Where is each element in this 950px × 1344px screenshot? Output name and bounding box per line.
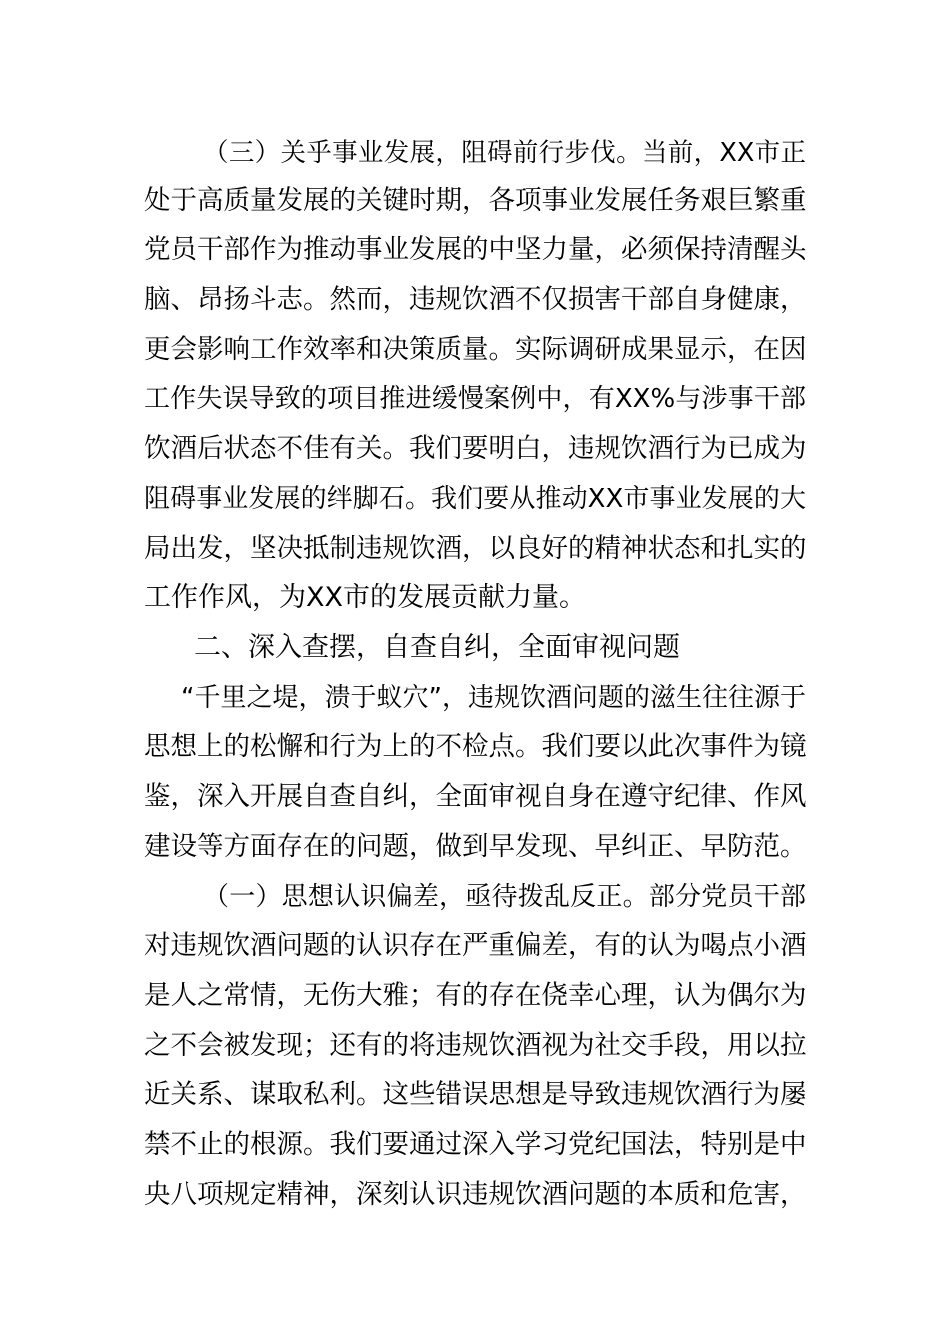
paragraph-line: 近关系、谋取私利。这些错误思想是导致违规饮酒行为屡 bbox=[144, 1079, 807, 1110]
paragraph-line: （三）关乎事业发展，阻碍前行步伐。当前，XX市正 bbox=[203, 138, 806, 168]
paragraph-line: 阻碍事业发展的绊脚石。我们要从推动XX市事业发展的大 bbox=[144, 484, 806, 514]
paragraph-line: 鉴，深入开展自查自纠，全面审视自身在遵守纪律、作风 bbox=[144, 781, 807, 812]
paragraph-line: 工作失误导致的项目推进缓慢案例中，有XX%与涉事干部 bbox=[144, 384, 806, 414]
paragraph-line: “千里之堤，溃于蚁穴”，违规饮酒问题的滋生往往源于 bbox=[181, 683, 806, 713]
paragraph-line: 是人之常情，无伤大雅；有的存在侥幸心理，认为偶尔为 bbox=[144, 980, 807, 1011]
paragraph-line: 建设等方面存在的问题，做到早发现、早纠正、早防范。 bbox=[144, 831, 807, 862]
paragraph-line: 处于高质量发展的关键时期，各项事业发展任务艰巨繁重 bbox=[144, 185, 807, 216]
paragraph-line: 对违规饮酒问题的认识存在严重偏差，有的认为喝点小酒 bbox=[144, 930, 807, 961]
section-heading: 二、深入查摆，自查自纠，全面审视问题 bbox=[194, 632, 680, 663]
paragraph-line: 党员干部作为推动事业发展的中坚力量，必须保持清醒头 bbox=[144, 234, 807, 265]
paragraph-line: 饮酒后状态不佳有关。我们要明白，违规饮酒行为已成为 bbox=[144, 433, 807, 464]
paragraph-line: 脑、昂扬斗志。然而，违规饮酒不仅损害干部自身健康， bbox=[144, 284, 807, 315]
paragraph-line: 思想上的松懈和行为上的不检点。我们要以此次事件为镜 bbox=[144, 731, 807, 762]
paragraph-line: 之不会被发现；还有的将违规饮酒视为社交手段，用以拉 bbox=[144, 1030, 807, 1061]
paragraph-line: （一）思想认识偏差，亟待拨乱反正。部分党员干部 bbox=[203, 882, 806, 912]
paragraph-line: 央八项规定精神，深刻认识违规饮酒问题的本质和危害， bbox=[144, 1179, 807, 1210]
paragraph-line: 工作作风，为XX市的发展贡献力量。 bbox=[144, 582, 586, 613]
paragraph-line: 禁不止的根源。我们要通过深入学习党纪国法，特别是中 bbox=[144, 1129, 807, 1160]
paragraph-line: 更会影响工作效率和决策质量。实际调研成果显示，在因 bbox=[144, 334, 807, 365]
paragraph-line: 局出发，坚决抵制违规饮酒，以良好的精神状态和扎实的 bbox=[144, 533, 807, 564]
